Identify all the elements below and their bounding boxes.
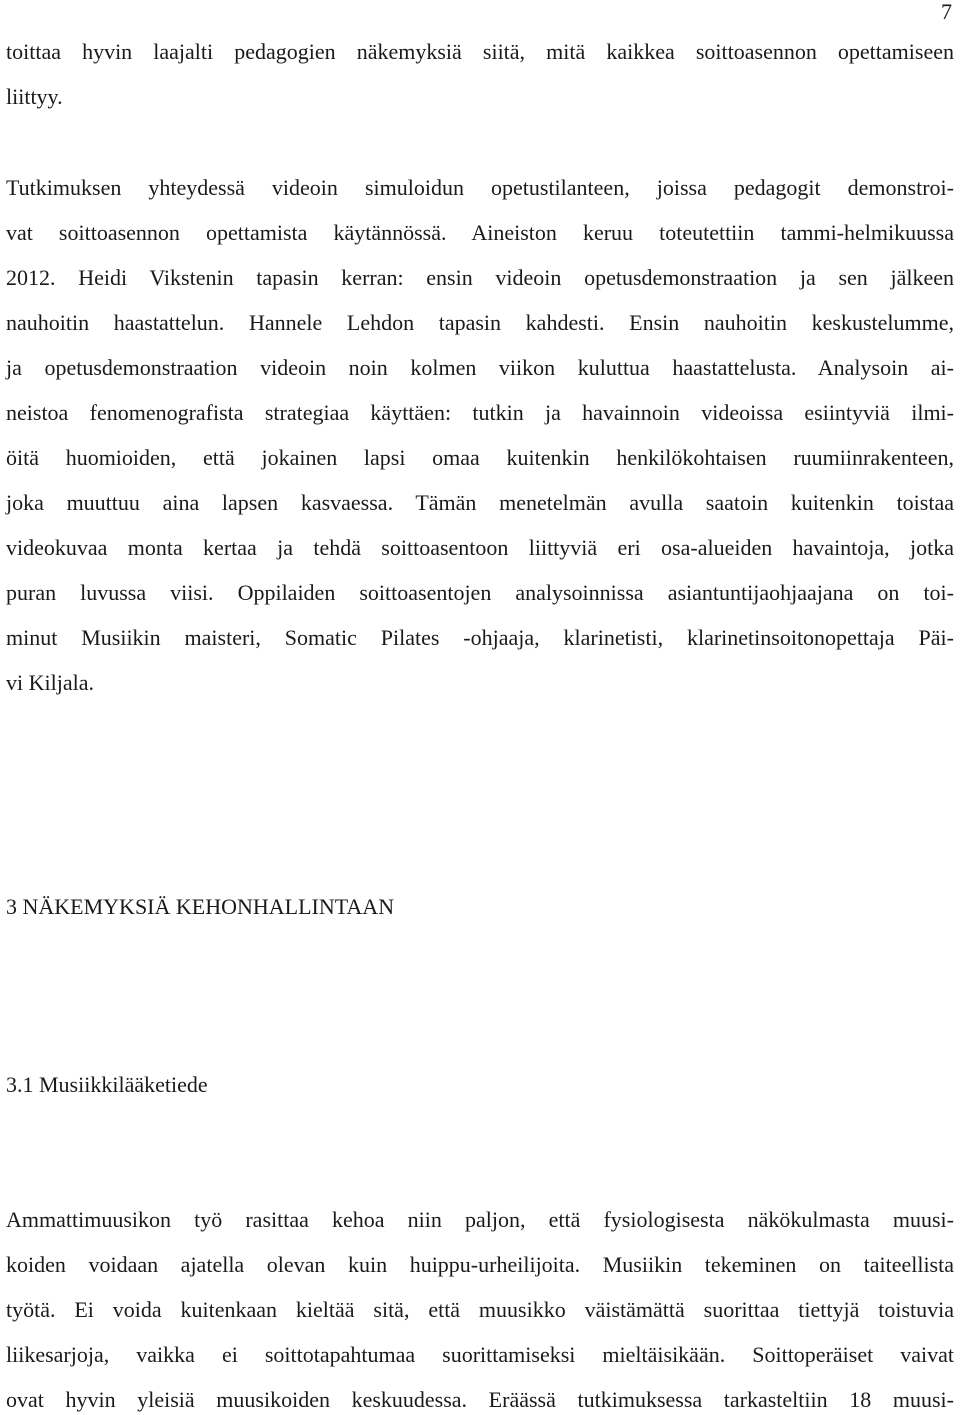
- paragraph-2-line: vat soittoasennon opettamista käytännössä. Aineiston keruu toteutettiin tammi-helmikuussa: [6, 220, 954, 245]
- paragraph-2-line: nauhoitin haastattelun. Hannele Lehdon tapasin kahdesti. Ensin nauhoitin keskustelumme,: [6, 310, 954, 335]
- paragraph-2-line: minut Musiikin maisteri, Somatic Pilates -ohjaaja, klarinetisti, klarinetinsoitonopettaja Päi-: [6, 625, 954, 650]
- paragraph-1-line: toittaa hyvin laajalti pedagogien näkemyksiä siitä, mitä kaikkea soittoasennon opettamiseen: [6, 39, 954, 64]
- paragraph-2-line: videokuvaa monta kertaa ja tehdä soittoasentoon liittyviä eri osa-alueiden havaintoja, jotka: [6, 535, 954, 560]
- paragraph-2-line: joka muuttuu aina lapsen kasvaessa. Tämän menetelmän avulla saatoin kuitenkin toistaa: [6, 490, 954, 515]
- paragraph-2-line: öitä huomioiden, että jokainen lapsi omaa kuitenkin henkilökohtaisen ruumiinrakenteen,: [6, 445, 954, 470]
- chapter-heading: 3 NÄKEMYKSIÄ KEHONHALLINTAAN: [6, 894, 395, 919]
- page-number: 7: [941, 0, 952, 24]
- paragraph-3-line: ovat hyvin yleisiä muusikoiden keskuudessa. Eräässä tutkimuksessa tarkasteltiin 18 muusi-: [6, 1387, 954, 1412]
- paragraph-3-line: koiden voidaan ajatella olevan kuin huippu-urheilijoita. Musiikin tekeminen on taiteellista: [6, 1252, 954, 1277]
- paragraph-1-line: liittyy.: [6, 84, 63, 109]
- paragraph-2-line: Tutkimuksen yhteydessä videoin simuloidun opetustilanteen, joissa pedagogit demonstroi-: [6, 175, 954, 200]
- paragraph-2-line: ja opetusdemonstraation videoin noin kolmen viikon kuluttua haastattelusta. Analysoin ai-: [6, 355, 954, 380]
- paragraph-2-line: neistoa fenomenografista strategiaa käyttäen: tutkin ja havainnoin videoissa esiintyviä ilmi-: [6, 400, 954, 425]
- paragraph-2-line: 2012. Heidi Vikstenin tapasin kerran: ensin videoin opetusdemonstraation ja sen jälkeen: [6, 265, 954, 290]
- paragraph-3-line: työtä. Ei voida kuitenkaan kieltää sitä, että muusikko väistämättä suorittaa tiettyjä toistuvia: [6, 1297, 954, 1322]
- paragraph-3-line: liikesarjoja, vaikka ei soittotapahtumaa suorittamiseksi mieltäisikään. Soittoperäiset vaivat: [6, 1342, 954, 1367]
- paragraph-2-line: vi Kiljala.: [6, 670, 94, 695]
- paragraph-2-line: puran luvussa viisi. Oppilaiden soittoasentojen analysoinnissa asiantuntijaohjaajana on toi-: [6, 580, 954, 605]
- paragraph-3-line: Ammattimuusikon työ rasittaa kehoa niin paljon, että fysiologisesta näkökulmasta muusi-: [6, 1207, 954, 1232]
- section-heading: 3.1 Musiikkilääketiede: [6, 1072, 208, 1097]
